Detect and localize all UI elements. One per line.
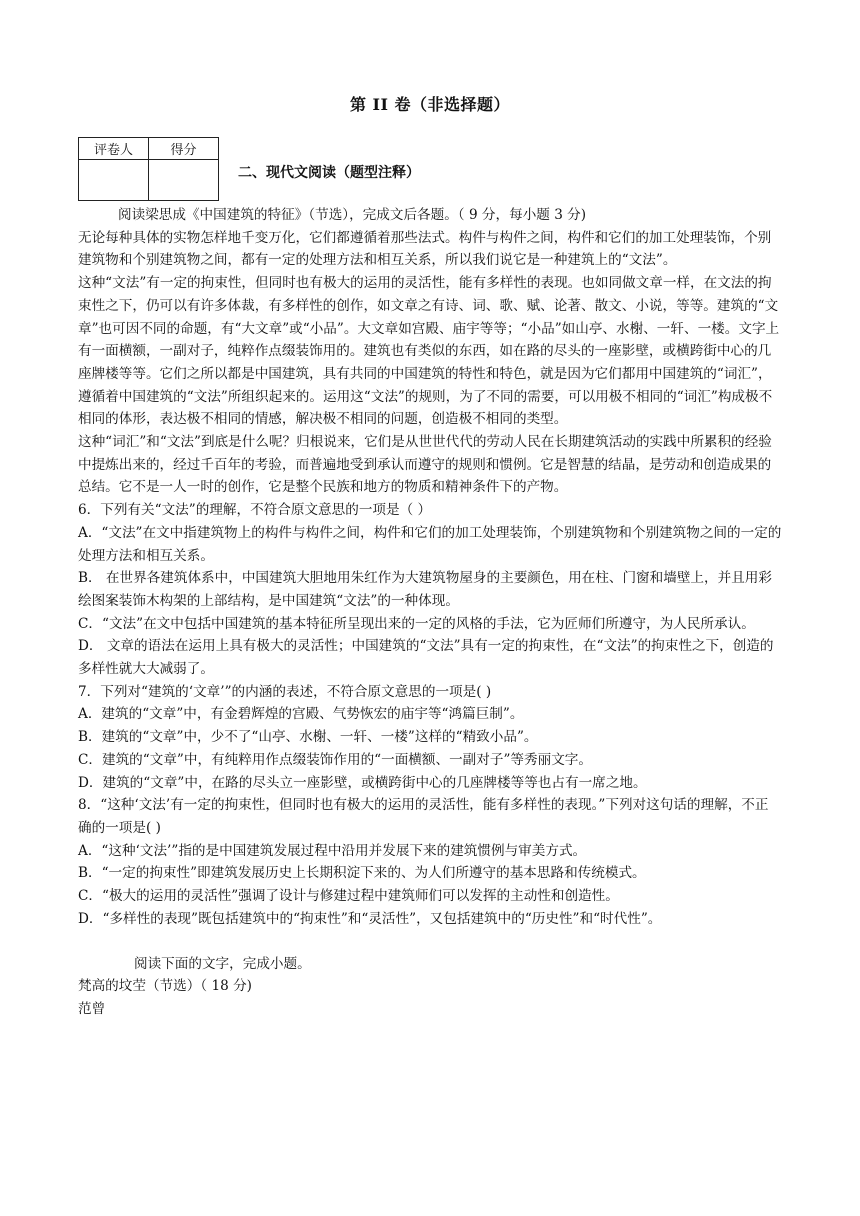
score-header: 得分 — [149, 138, 219, 160]
question-6-stem: 6．下列有关“文法”的理解，不符合原文意思的一项是（ ） — [78, 502, 432, 519]
passage1-paragraph-1: 无论每种具体的实物怎样地千变万化，它们都遵循着那些法式。构件与构件之间，构件和它们的加工处理装饰，个别建筑物和个别建筑物之间，都有一定的处理方法和相互关系，所以我们说它是一种建筑上的“文法”。 — [78, 229, 772, 269]
question-6-option-c: C．“文法”在文中包括中国建筑的基本特征所呈现出来的一定的风格的手法，它为匠师们所遵守，为人民所承认。 — [78, 615, 755, 632]
passage1-paragraph-2: 这种“文法”有一定的拘束性，但同时也有极大的运用的灵活性，能有多样性的表现。也如同做文章一样，在文法的拘束性之下，仍可以有许多体裁，有多样性的创作，如文章之有诗、词、歌、赋、论著、散文、小说，等等。建筑的“文章”也可因不同的命题，有“大文章”或“小品”。大文章如宫殿、庙宇等等；“小品”如山亭、水榭、一轩、一楼。文字上有一面横额，一副对子，纯粹作点缀装饰用的。建筑也有类似的东西，如在路的尽头的一座影壁，或横跨街中心的几座牌楼等等。它们之所以都是中国建筑，具有共同的中国建筑的特性和特色，就是因为它们都用中国建筑的“词汇”，遵循着中国建筑的“文法”所组织起来的。运用这“文法”的规则，为了不同的需要，可以用极不相同的“词汇”构成极不相同的体形，表达极不相同的情感，解决极不相同的问题，创造极不相同的类型。 — [78, 275, 780, 428]
passage1-paragraph-3: 这种“词汇”和“文法”到底是什么呢？归根说来，它们是从世世代代的劳动人民在长期建筑活动的实践中所累积的经验中提炼出来的，经过千百年的考验，而普遍地受到承认而遵守的规则和惯例。它是智慧的结晶，是劳动和创造成果的总结。它不是一人一时的创作，它是整个民族和地方的物质和精神条件下的产物。 — [78, 434, 772, 496]
question-8-option-d: D．“多样性的表现”既包括建筑中的“拘束性”和“灵活性”，又包括建筑中的“历史性”和“时代性”。 — [78, 910, 662, 927]
question-8-option-b: B．“一定的拘束性”即建筑发展历史上长期积淀下来的、为人们所遵守的基本思路和传统模式。 — [78, 865, 646, 882]
question-7-option-a: A．建筑的“文章”中，有金碧辉煌的宫殿、气势恢宏的庙宇等“鸿篇巨制”。 — [78, 706, 524, 723]
question-7-option-c: C．建筑的“文章”中，有纯粹用作点缀装饰作用的“一面横额、一副对子”等秀丽文字。 — [78, 751, 592, 768]
part-title: 第 II 卷（非选择题） — [349, 95, 511, 114]
grader-header: 评卷人 — [79, 138, 149, 160]
question-7-option-d: D．建筑的“文章”中，在路的尽头立一座影壁，或横跨街中心的几座牌楼等等也占有一席之地。 — [78, 774, 647, 791]
exam-body — [78, 204, 782, 1021]
question-8-option-c: C．“极大的运用的灵活性”强调了设计与修建过程中建筑师们可以发挥的主动性和创造性。 — [78, 888, 619, 905]
question-6-option-d: D． 文章的语法在运用上具有极大的灵活性；中国建筑的“文法”具有一定的拘束性，在“文法”的拘束性之下，创造的多样性就大大减弱了。 — [78, 638, 774, 678]
question-6-option-b: B． 在世界各建筑体系中，中国建筑大胆地用朱红作为大建筑物屋身的主要颜色，用在柱、门窗和墙壁上，并且用彩绘图案装饰木构架的上部结构，是中国建筑“文法”的一种体现。 — [78, 570, 772, 609]
section-heading: 二、现代文阅读（题型注释） — [238, 165, 420, 181]
passage2-title: 梵高的坟茔（节选）（ 18 分) — [78, 978, 252, 995]
question-6-option-a: A．“文法”在文中指建筑物上的构件与构件之间，构件和它们的加工处理装饰，个别建筑物和个别建筑物之间的一定的处理方法和相互关系。 — [78, 524, 782, 564]
passage1-intro: 阅读梁思成《中国建筑的特征》（节选），完成文后各题。（ 9 分，每小题 3 分) — [118, 207, 587, 223]
question-7-option-b: B．建筑的“文章”中，少不了“山亭、水榭、一轩、一楼”这样的“精致小品”。 — [78, 729, 538, 746]
score-cell — [149, 160, 219, 201]
passage2-author: 范曾 — [78, 1000, 106, 1017]
question-7-stem: 7．下列对“建筑的‘文章’”的内涵的表述，不符合原文意思的一项是( ) — [78, 683, 492, 700]
score-table — [78, 137, 219, 201]
question-8-option-a: A．“这种‘文法’”指的是中国建筑发展过程中沿用并发展下来的建筑惯例与审美方式。 — [78, 842, 587, 859]
question-8-stem: 8．“这种‘文法’有一定的拘束性，但同时也有极大的运用的灵活性，能有多样性的表现。”下列对这句话的理解，不正确的一项是( ) — [78, 797, 769, 836]
grader-cell — [79, 160, 149, 201]
passage2-intro: 阅读下面的文字，完成小题。 — [134, 955, 311, 972]
spacer — [78, 931, 782, 953]
